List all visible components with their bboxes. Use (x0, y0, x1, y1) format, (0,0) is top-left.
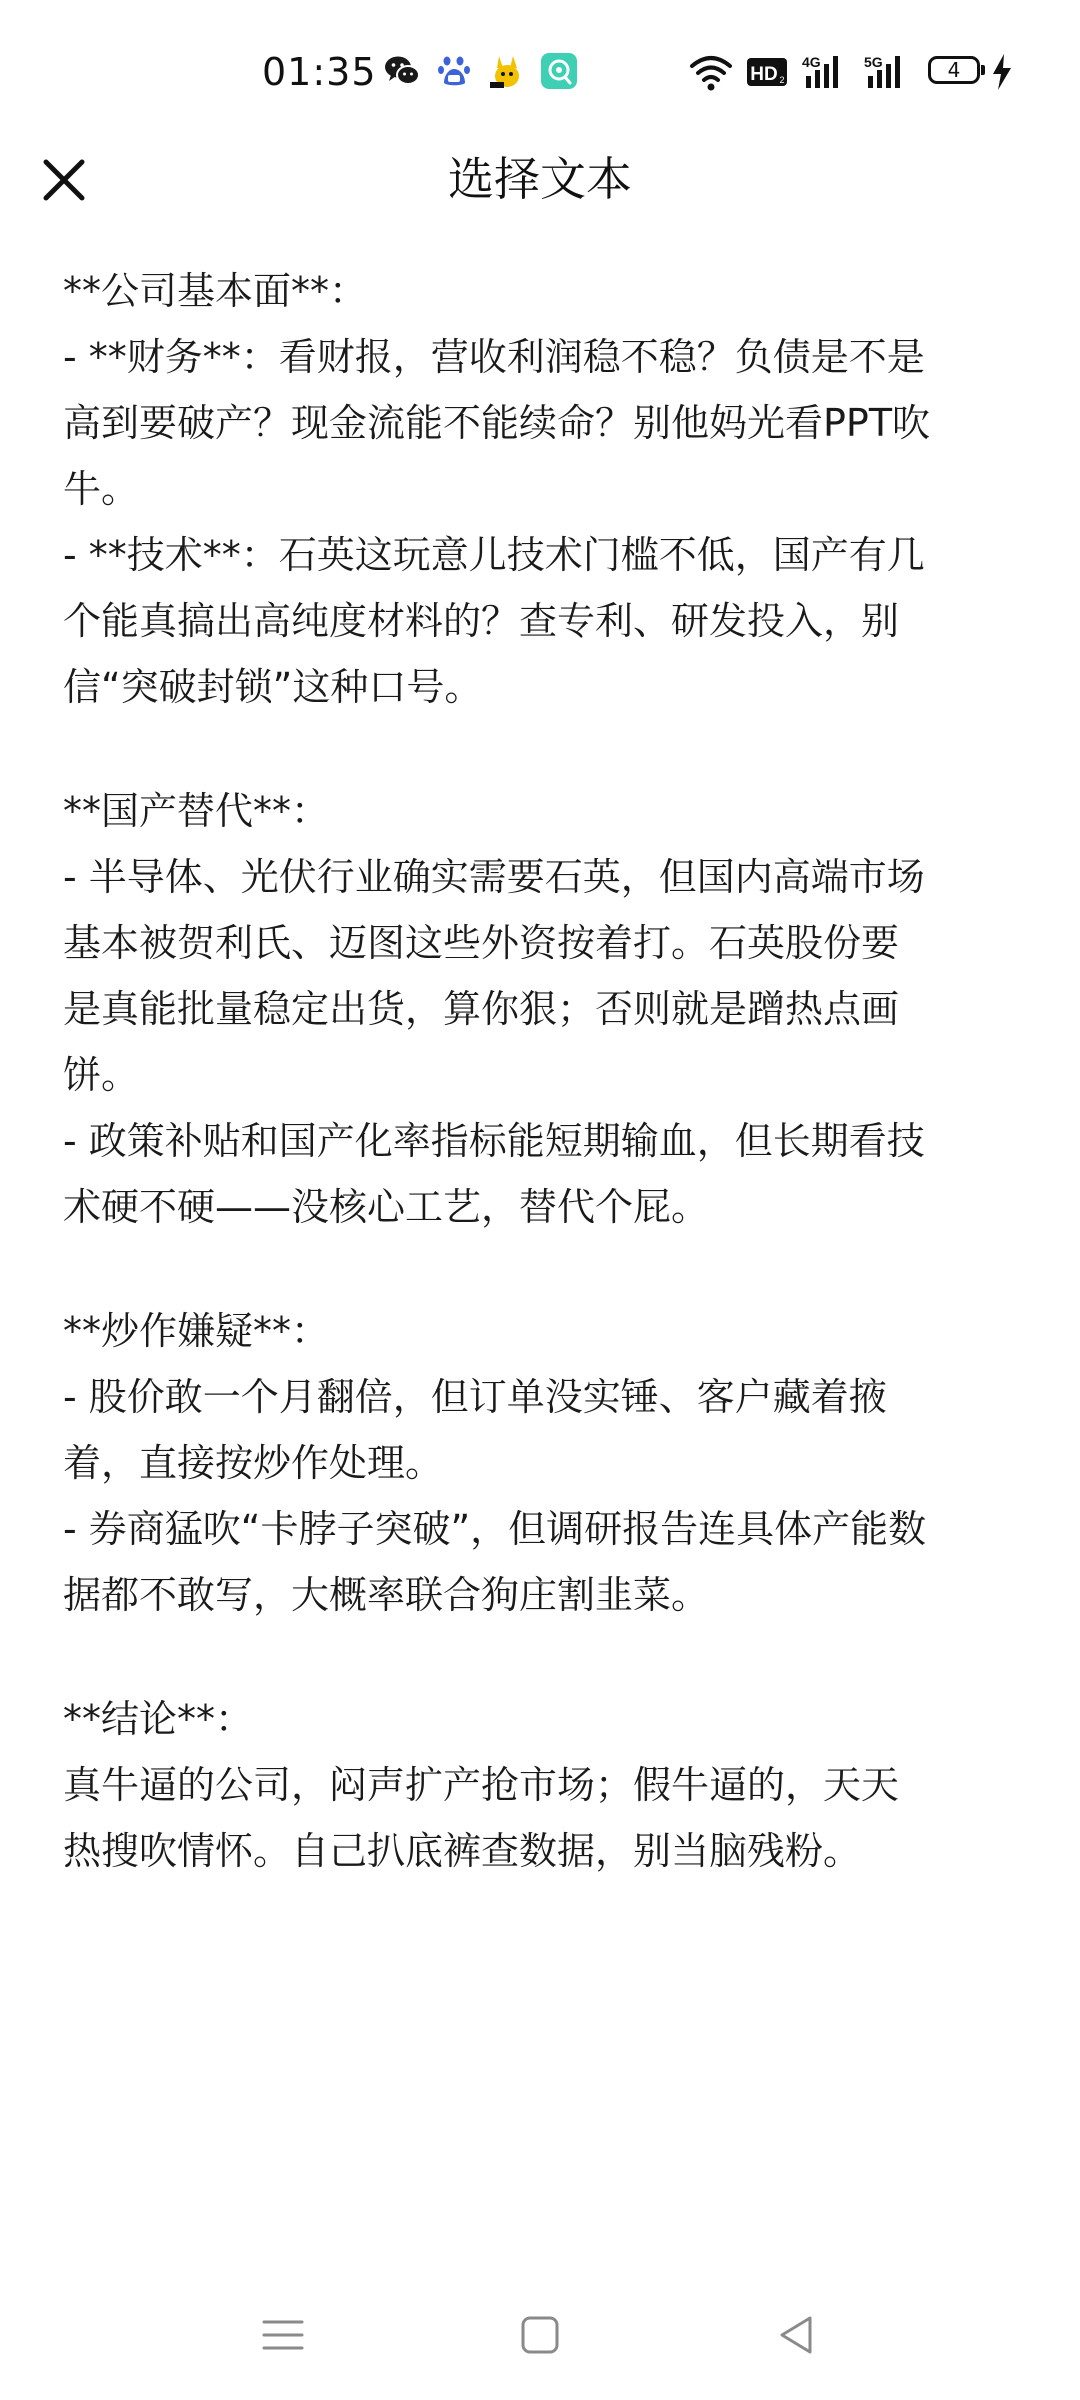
text-line[interactable]: 是真能批量稳定出货，算你狠；否则就是蹭热点画 (63, 987, 900, 1031)
baidu-icon (436, 52, 474, 90)
text-line[interactable]: 牛。 (63, 467, 140, 511)
text-line[interactable]: 个能真搞出高纯度材料的？查专利、研发投入，别 (63, 599, 900, 643)
charging-icon (990, 52, 1014, 92)
text-line[interactable]: 真牛逼的公司，闷声扩产抢市场；假牛逼的，天天 (63, 1763, 900, 1807)
text-line[interactable]: 基本被贺利氏、迈图这些外资按着打。石英股份要 (63, 921, 900, 965)
svg-text:2: 2 (779, 75, 785, 85)
text-line[interactable]: 信“突破封锁”这种口号。 (63, 665, 483, 709)
signal-4g-icon (802, 52, 850, 92)
back-icon[interactable] (770, 2308, 824, 2362)
signal-5g-icon (864, 52, 912, 92)
menu-icon[interactable] (256, 2308, 310, 2362)
blank-line (63, 1240, 1023, 1298)
home-icon[interactable] (513, 2308, 567, 2362)
hd-badge-icon (746, 52, 788, 92)
text-line[interactable]: - 半导体、光伏行业确实需要石英，但国内高端市场 (63, 855, 925, 899)
text-line[interactable]: - 政策补贴和国产化率指标能短期输血，但长期看技 (63, 1119, 925, 1163)
text-line[interactable]: **炒作嫌疑**： (63, 1309, 330, 1353)
blank-line (63, 1628, 1023, 1686)
wechat-icon (383, 52, 421, 90)
signal-4g-label: 4G (802, 54, 821, 70)
text-line[interactable]: **公司基本面**： (63, 269, 368, 313)
page-title: 选择文本 (448, 152, 632, 206)
text-line[interactable]: - 券商猛吹“卡脖子突破”，但调研报告连具体产能数 (63, 1507, 927, 1551)
header (0, 130, 1080, 240)
cartoon-app-icon (488, 52, 526, 90)
status-bar (0, 0, 1080, 140)
hd-label: HD (750, 64, 778, 85)
navigation-bar (0, 2290, 1080, 2380)
mint-app-icon (540, 52, 578, 90)
status-time: 01:35 (262, 50, 377, 94)
text-line[interactable]: **国产替代**： (63, 789, 330, 833)
wifi-icon (688, 52, 734, 92)
selectable-text-area[interactable] (63, 258, 1023, 1884)
text-line[interactable]: 饼。 (63, 1053, 140, 1097)
text-line[interactable]: - **技术**：石英这玩意儿技术门槛不低，国产有几 (63, 533, 925, 577)
text-line[interactable]: - **财务**：看财报，营收利润稳不稳？负债是不是 (63, 335, 925, 379)
text-line[interactable]: - 股价敢一个月翻倍，但订单没实锤、客户藏着掖 (63, 1375, 887, 1419)
blank-line (63, 720, 1023, 778)
text-line[interactable]: 术硬不硬——没核心工艺，替代个屁。 (63, 1185, 710, 1229)
text-line[interactable]: **结论**： (63, 1697, 254, 1741)
text-line[interactable]: 高到要破产？现金流能不能续命？别他妈光看PPT吹 (63, 401, 931, 445)
text-line[interactable]: 据都不敢写，大概率联合狗庄割韭菜。 (63, 1573, 710, 1617)
text-line[interactable]: 着，直接按炒作处理。 (63, 1441, 444, 1485)
signal-5g-label: 5G (864, 54, 883, 70)
battery-indicator: 4 (928, 56, 980, 84)
text-line[interactable]: 热搜吹情怀。自己扒底裤查数据，别当脑残粉。 (63, 1829, 862, 1873)
